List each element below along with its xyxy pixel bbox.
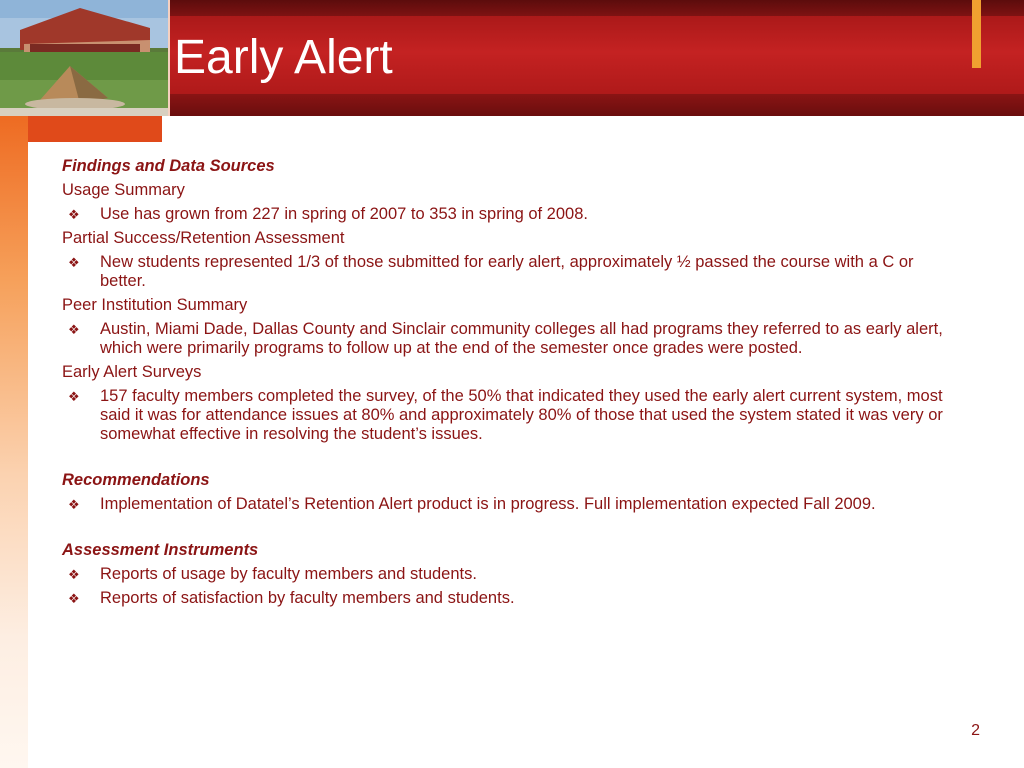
findings-heading: Findings and Data Sources xyxy=(62,157,275,175)
left-gradient-strip xyxy=(0,116,28,768)
partial-success-text: New students represented 1/3 of those submitted for early alert, approximately ½ passed the course with a C or better. xyxy=(100,253,914,290)
usage-summary-text: Use has grown from 227 in spring of 2007 to 353 in spring of 2008. xyxy=(100,205,588,223)
list-item xyxy=(62,589,962,608)
list-item xyxy=(62,565,962,584)
list-item xyxy=(62,320,962,358)
surveys-label: Early Alert Surveys xyxy=(62,363,202,381)
surveys-text: 157 faculty members completed the survey, of the 50% that indicated they used the early alert current system, most said it was for attendance issues at 80% and approximately 80% of those that used the system stated it was very or somewhat effective in resolving the student’s issues. xyxy=(100,387,943,443)
partial-success-label: Partial Success/Retention Assessment xyxy=(62,229,345,247)
assessment-heading: Assessment Instruments xyxy=(62,541,259,559)
slide-title: Early Alert xyxy=(174,31,393,84)
peer-institution-text: Austin, Miami Dade, Dallas County and Sinclair community colleges all had programs they referred to as early alert, which were primarily programs to follow up at the end of the semester once grades were posted. xyxy=(100,320,943,357)
diamond-bullet-icon: ❖ xyxy=(68,207,80,222)
list-item xyxy=(62,495,962,514)
recommendations-heading: Recommendations xyxy=(62,471,210,489)
slide-body xyxy=(62,154,962,613)
recommendations-text: Implementation of Datatel’s Retention Alert product is in progress. Full implementation expected Fall 2009. xyxy=(100,495,876,513)
spacer xyxy=(62,449,962,468)
diamond-bullet-icon: ❖ xyxy=(68,322,80,337)
peer-institution-label: Peer Institution Summary xyxy=(62,296,248,314)
spacer xyxy=(62,519,962,538)
diamond-bullet-icon: ❖ xyxy=(68,389,80,404)
assessment-text-2: Reports of satisfaction by faculty members and students. xyxy=(100,589,515,607)
list-item xyxy=(62,253,962,291)
assessment-text-1: Reports of usage by faculty members and students. xyxy=(100,565,477,583)
campus-photo xyxy=(0,0,170,116)
diamond-bullet-icon: ❖ xyxy=(68,567,80,582)
header-top-stripe xyxy=(170,0,1024,16)
diamond-bullet-icon: ❖ xyxy=(68,255,80,270)
header-accent-bar xyxy=(972,0,981,68)
page-number: 2 xyxy=(971,722,980,739)
list-item xyxy=(62,205,962,224)
list-item xyxy=(62,387,962,444)
diamond-bullet-icon: ❖ xyxy=(68,591,80,606)
usage-summary-label: Usage Summary xyxy=(62,181,185,199)
header-bottom-stripe xyxy=(170,94,1024,116)
diamond-bullet-icon: ❖ xyxy=(68,497,80,512)
